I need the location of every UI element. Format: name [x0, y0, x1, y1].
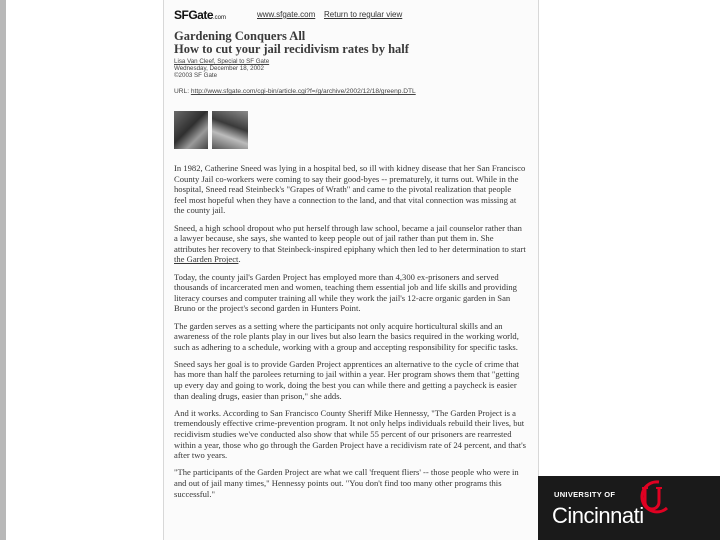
paragraph-6: And it works. According to San Francisco County Sheriff Mike Hennessy, "The Garden Project is a tremendously effective crime-prevention program. It not only helps individuals rebuild their lives, but recidivism studies we've conducted also show that while 55 percent of our prisoners are rearrested within a year, those who go through the Garden Project have a recidivism rate of 24 percent, and that's after two years.: [174, 407, 527, 461]
article-content: [174, 6, 526, 506]
sfgate-header: [174, 6, 526, 22]
university-label: UNIVERSITY OF: [554, 490, 616, 499]
article-body: [174, 163, 526, 499]
article-url: [174, 88, 526, 95]
article-subtitle: How to cut your jail recidivism rates by half: [174, 42, 409, 56]
article-date: Wednesday, December 18, 2002: [174, 65, 264, 72]
paragraph-7: "The participants of the Garden Project are what we call 'frequent fliers' -- those people who were in and out of jail many times," Hennessy points out. "You don't find too many other programs this successful.": [174, 467, 519, 499]
garden-project-link[interactable]: the Garden Project: [174, 254, 239, 265]
article-copyright: ©2003 SF Gate: [174, 72, 218, 79]
logo-suffix: .com: [213, 15, 227, 21]
article-meta: [174, 58, 526, 79]
paragraph-4: The garden serves as a setting where the participants not only acquire horticultural skills and an awareness of the role plants play in our lives but also learn the basics required in the working world, such as adhering to a schedule, working with a group and accepting responsibility for specific tasks.: [174, 320, 519, 352]
paragraph-1: In 1982, Catherine Sneed was lying in a hospital bed, so ill with kidney disease that her San Francisco County Jail co-workers were coming to say their good-byes -- prematurely, it turns out. While in the hospital, Sneed read Steinbeck's "Grapes of Wrath" and came to the pivotal realization that people feel most hopeful when they have a connection to the land, and that vital connection was missing at the county jail.: [174, 163, 526, 216]
sfgate-home-link[interactable]: www.sfgate.com: [257, 10, 316, 19]
paragraph-3: Today, the county jail's Garden Project has employed more than 4,300 ex-prisoners and served thousands of incarcerated men and women, teaching them essential job and life skills and providing literacy courses and computer training all while they work the jail's 12-acre organic garden in San Bruno or the project's second garden in Hunters Point.: [174, 271, 517, 314]
article-photo-1[interactable]: [174, 111, 208, 149]
article-title: Gardening Conquers All: [174, 29, 306, 43]
paragraph-2-text: Sneed, a high school dropout who put herself through law school, became a jail counselor rather than a lawyer because, she says, she wanted to keep people out of jail rather than put them in. She attributes her recovery to that Steinbeck-inspired epiphany which then led to her determination to start: [174, 222, 526, 254]
sfgate-logo[interactable]: [174, 8, 226, 22]
author-link[interactable]: Lisa Van Cleef, Special to SF Gate: [174, 58, 270, 65]
left-edge-bar: [0, 0, 6, 540]
article-photos: [174, 111, 526, 153]
logo-text: SFGate: [174, 8, 214, 22]
article-photo-2[interactable]: [212, 111, 248, 149]
university-logo: [538, 476, 720, 540]
url-label: URL:: [174, 88, 191, 95]
article-page: [163, 0, 539, 540]
url-link[interactable]: http://www.sfgate.com/cgi-bin/article.cgi?f=/g/archive/2002/12/18/greenp.DTL: [190, 88, 416, 95]
paragraph-2: [174, 223, 526, 265]
paragraph-2-end: .: [238, 254, 241, 265]
regular-view-link[interactable]: Return to regular view: [324, 10, 403, 19]
university-name: Cincinnati: [552, 503, 644, 528]
paragraph-5: Sneed says her goal is to provide Garden Project apprentices an alternative to the cycle of crime that has more than half the parolees returning to jail within a year. Her program shows them that "getting up every day and going to work, doing the best you can while there and getting a paycheck is easier than dealing drugs, easier than prison," she adds.: [174, 358, 520, 401]
